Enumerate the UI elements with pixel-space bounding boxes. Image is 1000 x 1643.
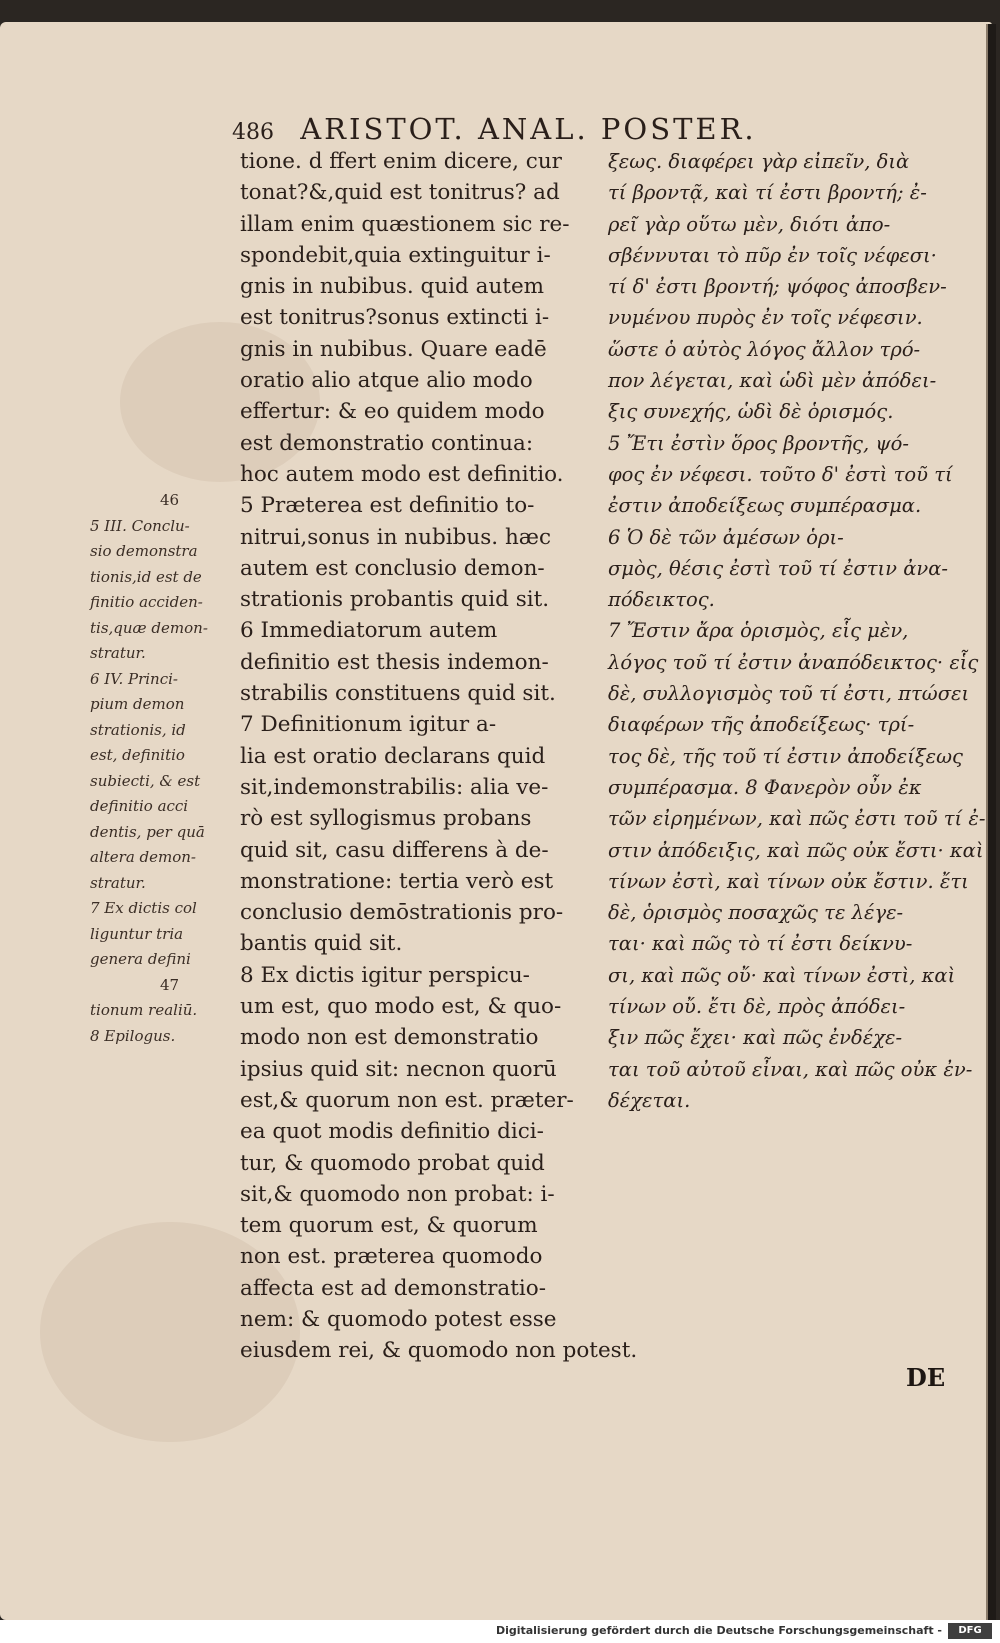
margin-note-line: subiecti, & est (90, 771, 201, 790)
greek-line: 5 Ἔτι ἐστὶν ὅρος βροντῆς, ψό- (608, 431, 909, 455)
latin-line: strationis probantis quid sit. (240, 587, 550, 613)
greek-line: ξεως. διαφέρει γὰρ εἰπεῖν, διὰ (608, 150, 910, 173)
latin-line: 8 Ex dictis igitur perspicu- (240, 962, 530, 988)
latin-line: lia est oratio declarans quid (240, 743, 546, 769)
margin-note-line: 7 Ex dictis col (90, 899, 197, 917)
greek-line: νυμένου πυρὸς ἐν τοῖς νέφεσιν. (608, 306, 923, 330)
greek-line: σι, καὶ πῶς οὔ· καὶ τίνων ἐστὶ, καὶ (608, 963, 956, 987)
margin-note-line: genera defini (90, 950, 191, 968)
latin-line: gnis in nubibus. quid autem (240, 274, 545, 300)
greek-line: δέχεται. (608, 1088, 691, 1112)
page-number: 486 (232, 120, 274, 145)
margin-note-line: tionum realiū. (90, 1001, 198, 1019)
latin-line: non est. præterea quomodo (240, 1244, 543, 1270)
latin-line: spondebit,quia extinguitur i- (240, 242, 551, 268)
catchword: DE (906, 1363, 946, 1392)
latin-line: effertur: & eo quidem modo (240, 399, 545, 425)
latin-line: conclusio demōstrationis pro- (240, 900, 564, 926)
margin-note-line: tis,quæ demon- (90, 618, 208, 637)
greek-line: φος ἐν νέφεσι. τοῦτο δ' ἐστὶ τοῦ τί (608, 462, 953, 486)
running-title: ARISTOT. ANAL. POSTER. (300, 112, 757, 146)
latin-line: oratio alio atque alio modo (240, 368, 533, 394)
greek-text-column (608, 146, 986, 1116)
latin-line: gnis in nubibus. Quare eadē (240, 336, 547, 362)
latin-line: 7 Definitionum igitur a- (240, 712, 497, 738)
latin-line: illam enim quæstionem sic re- (240, 211, 570, 237)
latin-line: 6 Immediatorum autem (240, 618, 498, 644)
greek-line: συμπέρασμα. 8 Φανερὸν οὖν ἐκ (608, 775, 922, 799)
margin-number: 47 (160, 975, 180, 994)
latin-line: rò est syllogismus probans (240, 806, 532, 832)
margin-note-line: strationis, id (90, 720, 186, 739)
latin-line: definitio est thesis indemon- (240, 649, 549, 675)
latin-line: affecta est ad demonstratio- (240, 1275, 546, 1301)
latin-line: monstratione: tertia verò est (240, 868, 554, 894)
latin-line: tonat?&,quid est tonitrus? ad (240, 180, 560, 206)
latin-line: 5 Præterea est definitio to- (240, 493, 535, 519)
greek-line: τῶν εἰρημένων, καὶ πῶς ἐστι τοῦ τί ἐ- (608, 807, 986, 831)
latin-line: modo non est demonstratio (240, 1025, 539, 1051)
greek-line: σβέννυται τὸ πῦρ ἐν τοῖς νέφεσι· (608, 243, 937, 267)
dfg-logo: DFG (948, 1623, 992, 1639)
latin-line: tione. d ffert enim dicere, cur (240, 149, 562, 174)
greek-line: σμὸς, θέσις ἐστὶ τοῦ τί ἐστιν ἀνα- (608, 556, 948, 580)
margin-note-line: dentis, per quā (90, 822, 205, 841)
latin-line: est demonstratio continua: (240, 430, 534, 456)
margin-note-line: stratur. (90, 644, 146, 662)
latin-line: est tonitrus?sonus extincti i- (240, 305, 550, 331)
funding-credit: Digitalisierung gefördert durch die Deutsche Forschungsgemeinschaft - (495, 1624, 942, 1637)
greek-line: πον λέγεται, καὶ ὡδὶ μὲν ἀπόδει- (608, 369, 937, 393)
greek-line: ξιν πῶς ἔχει· καὶ πῶς ἐνδέχε- (608, 1026, 903, 1050)
footer-bar (0, 1620, 1000, 1643)
latin-line: est,& quorum non est. præter- (240, 1087, 574, 1113)
latin-line: sit,indemonstrabilis: alia ve- (240, 774, 549, 800)
greek-line: ρεῖ γὰρ οὕτω μὲν, διότι ἀπο- (608, 212, 891, 236)
latin-line: hoc autem modo est definitio. (240, 461, 564, 487)
greek-line: τί βροντᾷ, καὶ τί ἐστι βροντή; ἐ- (608, 181, 927, 205)
greek-line: δὲ, συλλογισμὸς τοῦ τί ἐστι, πτώσει (608, 682, 970, 706)
greek-line: ξις συνεχής, ὡδὶ δὲ ὁρισμός. (608, 400, 894, 424)
greek-line: τί δ' ἐστι βροντή; ψόφος ἀποσβεν- (608, 275, 947, 299)
latin-text-column (240, 146, 638, 1367)
page-edge (986, 24, 996, 1620)
latin-line: strabilis constituens quid sit. (240, 681, 556, 707)
greek-line: διαφέρων τῆς ἀποδείξεως· τρί- (608, 713, 915, 737)
latin-line: sit,& quomodo non probat: i- (240, 1181, 555, 1207)
greek-line: πόδεικτος. (608, 588, 715, 612)
margin-note-line: 8 Epilogus. (90, 1026, 176, 1045)
greek-line: δὲ, ὁρισμὸς ποσαχῶς τε λέγε- (608, 901, 904, 925)
latin-line: nem: & quomodo potest esse (240, 1306, 557, 1332)
greek-line: τος δὲ, τῆς τοῦ τί ἐστιν ἀποδείξεως (608, 744, 963, 768)
greek-line: τίνων οὔ. ἔτι δὲ, πρὸς ἀπόδει- (608, 995, 906, 1019)
greek-line: στιν ἀπόδειξις, καὶ πῶς οὐκ ἔστι· καὶ (608, 838, 984, 862)
margin-note-line: definitio acci (90, 797, 189, 815)
margin-note-line: 5 III. Conclu- (90, 516, 190, 535)
greek-line: ἐστιν ἀποδείξεως συμπέρασμα. (608, 494, 922, 518)
margin-note-line: pium demon (90, 695, 185, 713)
margin-number: 46 (160, 491, 180, 509)
marginal-notes (90, 488, 240, 1049)
latin-line: nitrui,sonus in nubibus. hæc (240, 524, 552, 550)
margin-note-line: liguntur tria (90, 924, 184, 943)
latin-line: eiusdem rei, & quomodo non potest. (240, 1338, 638, 1364)
margin-note-line: 6 IV. Princi- (90, 669, 178, 688)
greek-line: 7 Ἔστιν ἄρα ὁρισμὸς, εἷς μὲν, (608, 619, 909, 643)
greek-line: ὥστε ὁ αὐτὸς λόγος ἄλλον τρό- (608, 337, 921, 361)
greek-line: 6 Ὁ δὲ τῶν ἀμέσων ὁρι- (608, 525, 844, 549)
margin-note-line: tionis,id est de (90, 567, 202, 586)
margin-note-line: sio demonstra (90, 542, 198, 560)
latin-line: um est, quo modo est, & quo- (240, 994, 562, 1020)
latin-line: autem est conclusio demon- (240, 555, 545, 581)
latin-line: quid sit, casu differens à de- (240, 837, 549, 863)
greek-line: λόγος τοῦ τί ἐστιν ἀναπόδεικτος· εἷς (608, 650, 979, 674)
margin-note-line: finitio acciden- (90, 593, 203, 611)
latin-line: bantis quid sit. (240, 931, 403, 957)
latin-line: tem quorum est, & quorum (240, 1213, 538, 1239)
greek-line: ται τοῦ αὐτοῦ εἶναι, καὶ πῶς οὐκ ἐν- (608, 1057, 973, 1081)
latin-line: tur, & quomodo probat quid (240, 1150, 545, 1176)
margin-note-line: stratur. (90, 873, 146, 892)
latin-line: ipsius quid sit: necnon quorū (240, 1056, 557, 1082)
latin-line: ea quot modis definitio dici- (240, 1119, 544, 1145)
margin-note-line: altera demon- (90, 848, 196, 866)
greek-line: τίνων ἐστὶ, καὶ τίνων οὐκ ἔστιν. ἔτι (608, 869, 969, 893)
margin-note-line: est, definitio (90, 746, 185, 764)
greek-line: ται· καὶ πῶς τὸ τί ἐστι δείκνυ- (608, 932, 913, 956)
